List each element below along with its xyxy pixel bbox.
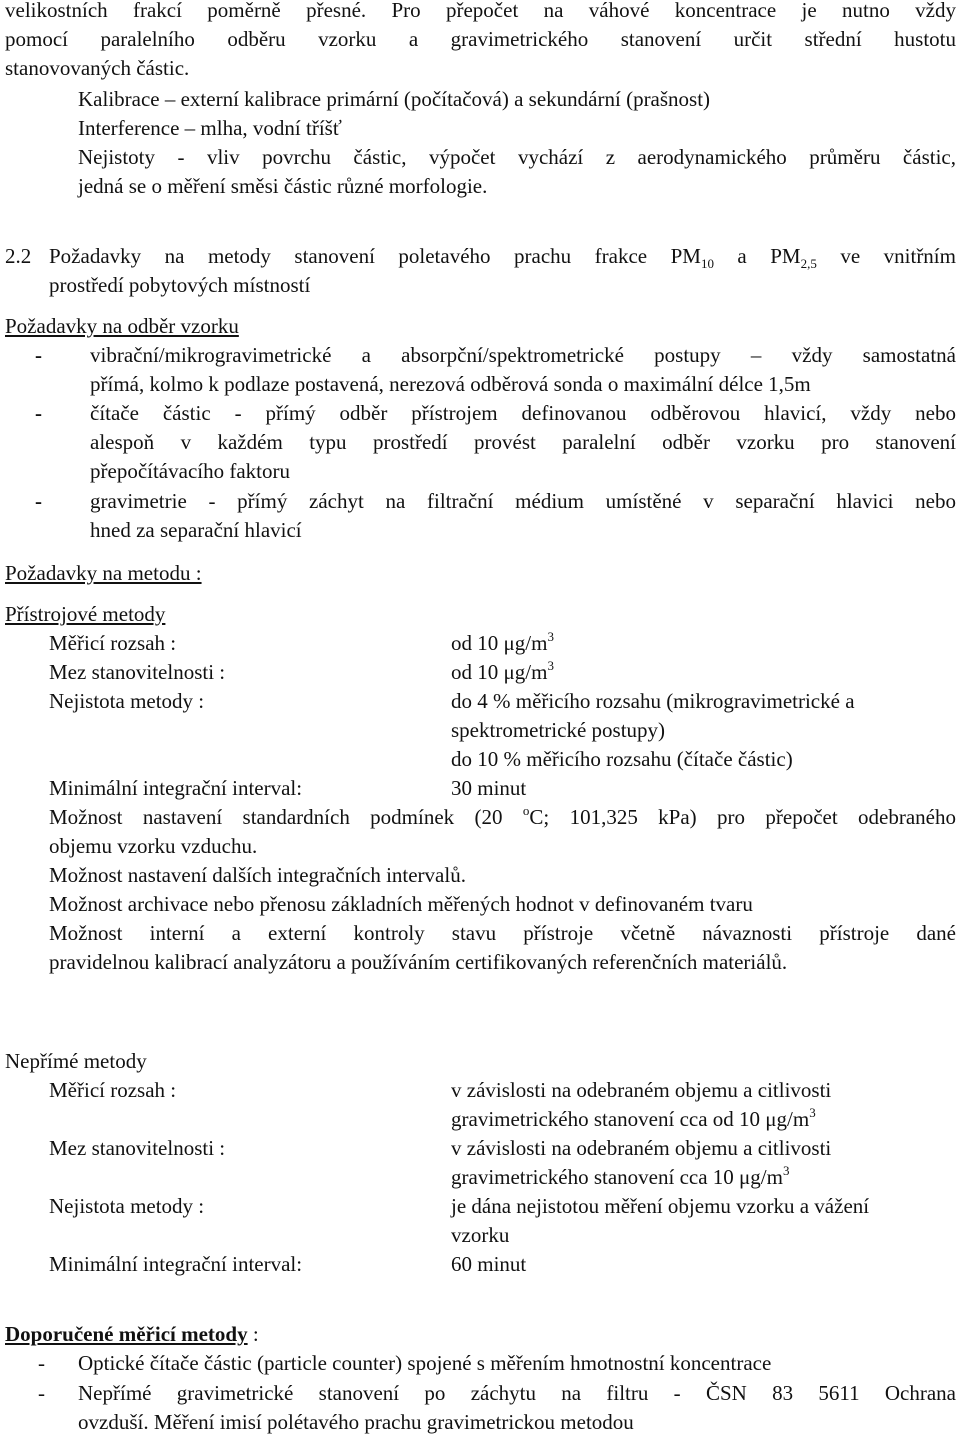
- intro-line-1: velikostních frakcí poměrně přesné. Pro přepočet na váhové koncentrace je nutno vždy: [5, 0, 956, 22]
- standard-conditions-part-b: C; 101,325 kPa) pro přepočet odebraného: [529, 805, 956, 829]
- instr-range-value: [451, 631, 554, 655]
- indir-interval-label: Minimální integrační interval:: [49, 1252, 303, 1276]
- control-line-2: pravidelnou kalibrací analyzátoru a používáním certifikovaných referenčních materiálů.: [49, 950, 788, 974]
- sampling-item-3-line-2: hned za separační hlavicí: [90, 518, 302, 542]
- sampling-item-2-line-3: přepočítávacího faktoru: [90, 459, 290, 483]
- indir-limit-label: Mez stanovitelnosti :: [49, 1136, 226, 1160]
- sampling-item-2-line-2: alespoň v každém typu prostředí provést paralelní odběr vzorku pro stanovení: [90, 430, 956, 454]
- pm10-subscript: 10: [700, 256, 714, 272]
- section-title-part-c: ve vnitřním: [816, 244, 956, 268]
- instr-range-exponent: 3: [547, 629, 554, 644]
- indir-limit-text: gravimetrického stanovení cca 10 μg/m: [451, 1165, 783, 1189]
- sampling-item-1-line-1: vibrační/mikrogravimetrické a absorpční/spektrometrické postupy – vždy samostatná: [90, 343, 956, 367]
- indir-range-label: Měřicí rozsah :: [49, 1078, 177, 1102]
- section-title-line-1: [49, 244, 956, 272]
- recommended-bullet-2: -: [38, 1381, 45, 1405]
- indirect-methods-heading: Nepřímé metody: [5, 1049, 147, 1073]
- sampling-item-2-line-1: čítače částic - přímý odběr přístrojem definovanou odběrovou hlavicí, vždy nebo: [90, 401, 956, 425]
- instr-uncertainty-value-2: spektrometrické postupy): [451, 718, 666, 742]
- indir-limit-value-2: [451, 1165, 789, 1189]
- section-title-line-2: prostředí pobytových místností: [49, 273, 311, 297]
- bullet-3: -: [35, 489, 42, 513]
- calibration-line: Kalibrace – externí kalibrace primární (počítačová) a sekundární (prašnost): [78, 87, 711, 111]
- instr-range-text: od 10 μg/m: [451, 631, 548, 655]
- more-intervals-line: Možnost nastavení dalších integračních intervalů.: [49, 863, 466, 887]
- indir-limit-exponent: 3: [782, 1163, 790, 1178]
- section-title-part-b: a PM: [713, 244, 801, 268]
- sampling-heading: Požadavky na odběr vzorku: [5, 314, 239, 338]
- instr-limit-text: od 10 μg/m: [451, 660, 548, 684]
- instr-interval-value: 30 minut: [451, 776, 527, 800]
- instr-interval-label: Minimální integrační interval:: [49, 776, 303, 800]
- section-title-part-a: Požadavky na metody stanovení poletavého prachu frakce PM: [49, 244, 701, 268]
- recommended-item-2-line-1: Nepřímé gravimetrické stanovení po záchytu na filtru - ČSN 83 5611 Ochrana: [78, 1381, 956, 1405]
- instr-limit-label: Mez stanovitelnosti :: [49, 660, 226, 684]
- recommended-item-2-line-2: ovzduší. Měření imisí polétavého prachu gravimetrickou metodou: [78, 1410, 634, 1434]
- indir-range-value-2: [451, 1107, 816, 1131]
- indir-uncertainty-label: Nejistota metody :: [49, 1194, 205, 1218]
- interference-line: Interference – mlha, vodní tříšť: [78, 116, 342, 140]
- pm25-subscript: 2,5: [800, 256, 817, 272]
- intro-line-3: stanovovaných částic.: [5, 56, 190, 80]
- uncertainty-line-1: Nejistoty - vliv povrchu částic, výpočet vychází z aerodynamického průměru částic,: [78, 145, 956, 169]
- uncertainty-line-2: jedná se o měření směsi částic různé morfologie.: [78, 174, 488, 198]
- degree-symbol: o: [522, 803, 530, 818]
- instr-limit-exponent: 3: [547, 658, 554, 673]
- sampling-item-3-line-1: gravimetrie - přímý záchyt na filtrační médium umístěné v separační hlavici nebo: [90, 489, 956, 513]
- indir-limit-value-1: v závislosti na odebraném objemu a citlivosti: [451, 1136, 832, 1160]
- section-number: 2.2: [5, 244, 32, 268]
- method-requirements-heading: Požadavky na metodu :: [5, 561, 202, 585]
- recommended-item-1: Optické čítače částic (particle counter) spojené s měřením hmotnostní koncentrace: [78, 1351, 772, 1375]
- indir-uncertainty-value-2: vzorku: [451, 1223, 510, 1247]
- standard-conditions-part-a: Možnost nastavení standardních podmínek (20: [49, 805, 523, 829]
- control-line-1: Možnost interní a externí kontroly stavu přístroje včetně návaznosti přístroje dané: [49, 921, 956, 945]
- recommended-bullet-1: -: [38, 1351, 45, 1375]
- bullet-1: -: [35, 343, 42, 367]
- standard-conditions-line-2: objemu vzorku vzduchu.: [49, 834, 258, 858]
- instr-uncertainty-label: Nejistota metody :: [49, 689, 205, 713]
- instrumental-methods-heading: Přístrojové metody: [5, 602, 166, 626]
- indir-range-exponent: 3: [809, 1105, 816, 1120]
- standard-conditions-line-1: [49, 805, 956, 829]
- bullet-2: -: [35, 401, 42, 425]
- indir-range-text: gravimetrického stanovení cca od 10 μg/m: [451, 1107, 810, 1131]
- recommended-heading: Doporučené měřicí metody: [5, 1322, 248, 1346]
- instr-uncertainty-value-1: do 4 % měřicího rozsahu (mikrogravimetrické a: [451, 689, 855, 713]
- indir-interval-value: 60 minut: [451, 1252, 527, 1276]
- intro-line-2: pomocí paralelního odběru vzorku a gravimetrického stanovení určit střední hustotu: [5, 27, 956, 51]
- indir-uncertainty-value-1: je dána nejistotou měření objemu vzorku a vážení: [451, 1194, 870, 1218]
- sampling-item-1-line-2: přímá, kolmo k podlaze postavená, nerezová odběrová sonda o maximální délce 1,5m: [90, 372, 811, 396]
- instr-limit-value: [451, 660, 554, 684]
- recommended-heading-colon: :: [247, 1322, 259, 1346]
- instr-range-label: Měřicí rozsah :: [49, 631, 177, 655]
- recommended-heading-line: [5, 1322, 259, 1346]
- indir-range-value-1: v závislosti na odebraném objemu a citlivosti: [451, 1078, 832, 1102]
- archive-line: Možnost archivace nebo přenosu základních měřených hodnot v definovaném tvaru: [49, 892, 753, 916]
- instr-uncertainty-value-3: do 10 % měřicího rozsahu (čítače částic): [451, 747, 793, 771]
